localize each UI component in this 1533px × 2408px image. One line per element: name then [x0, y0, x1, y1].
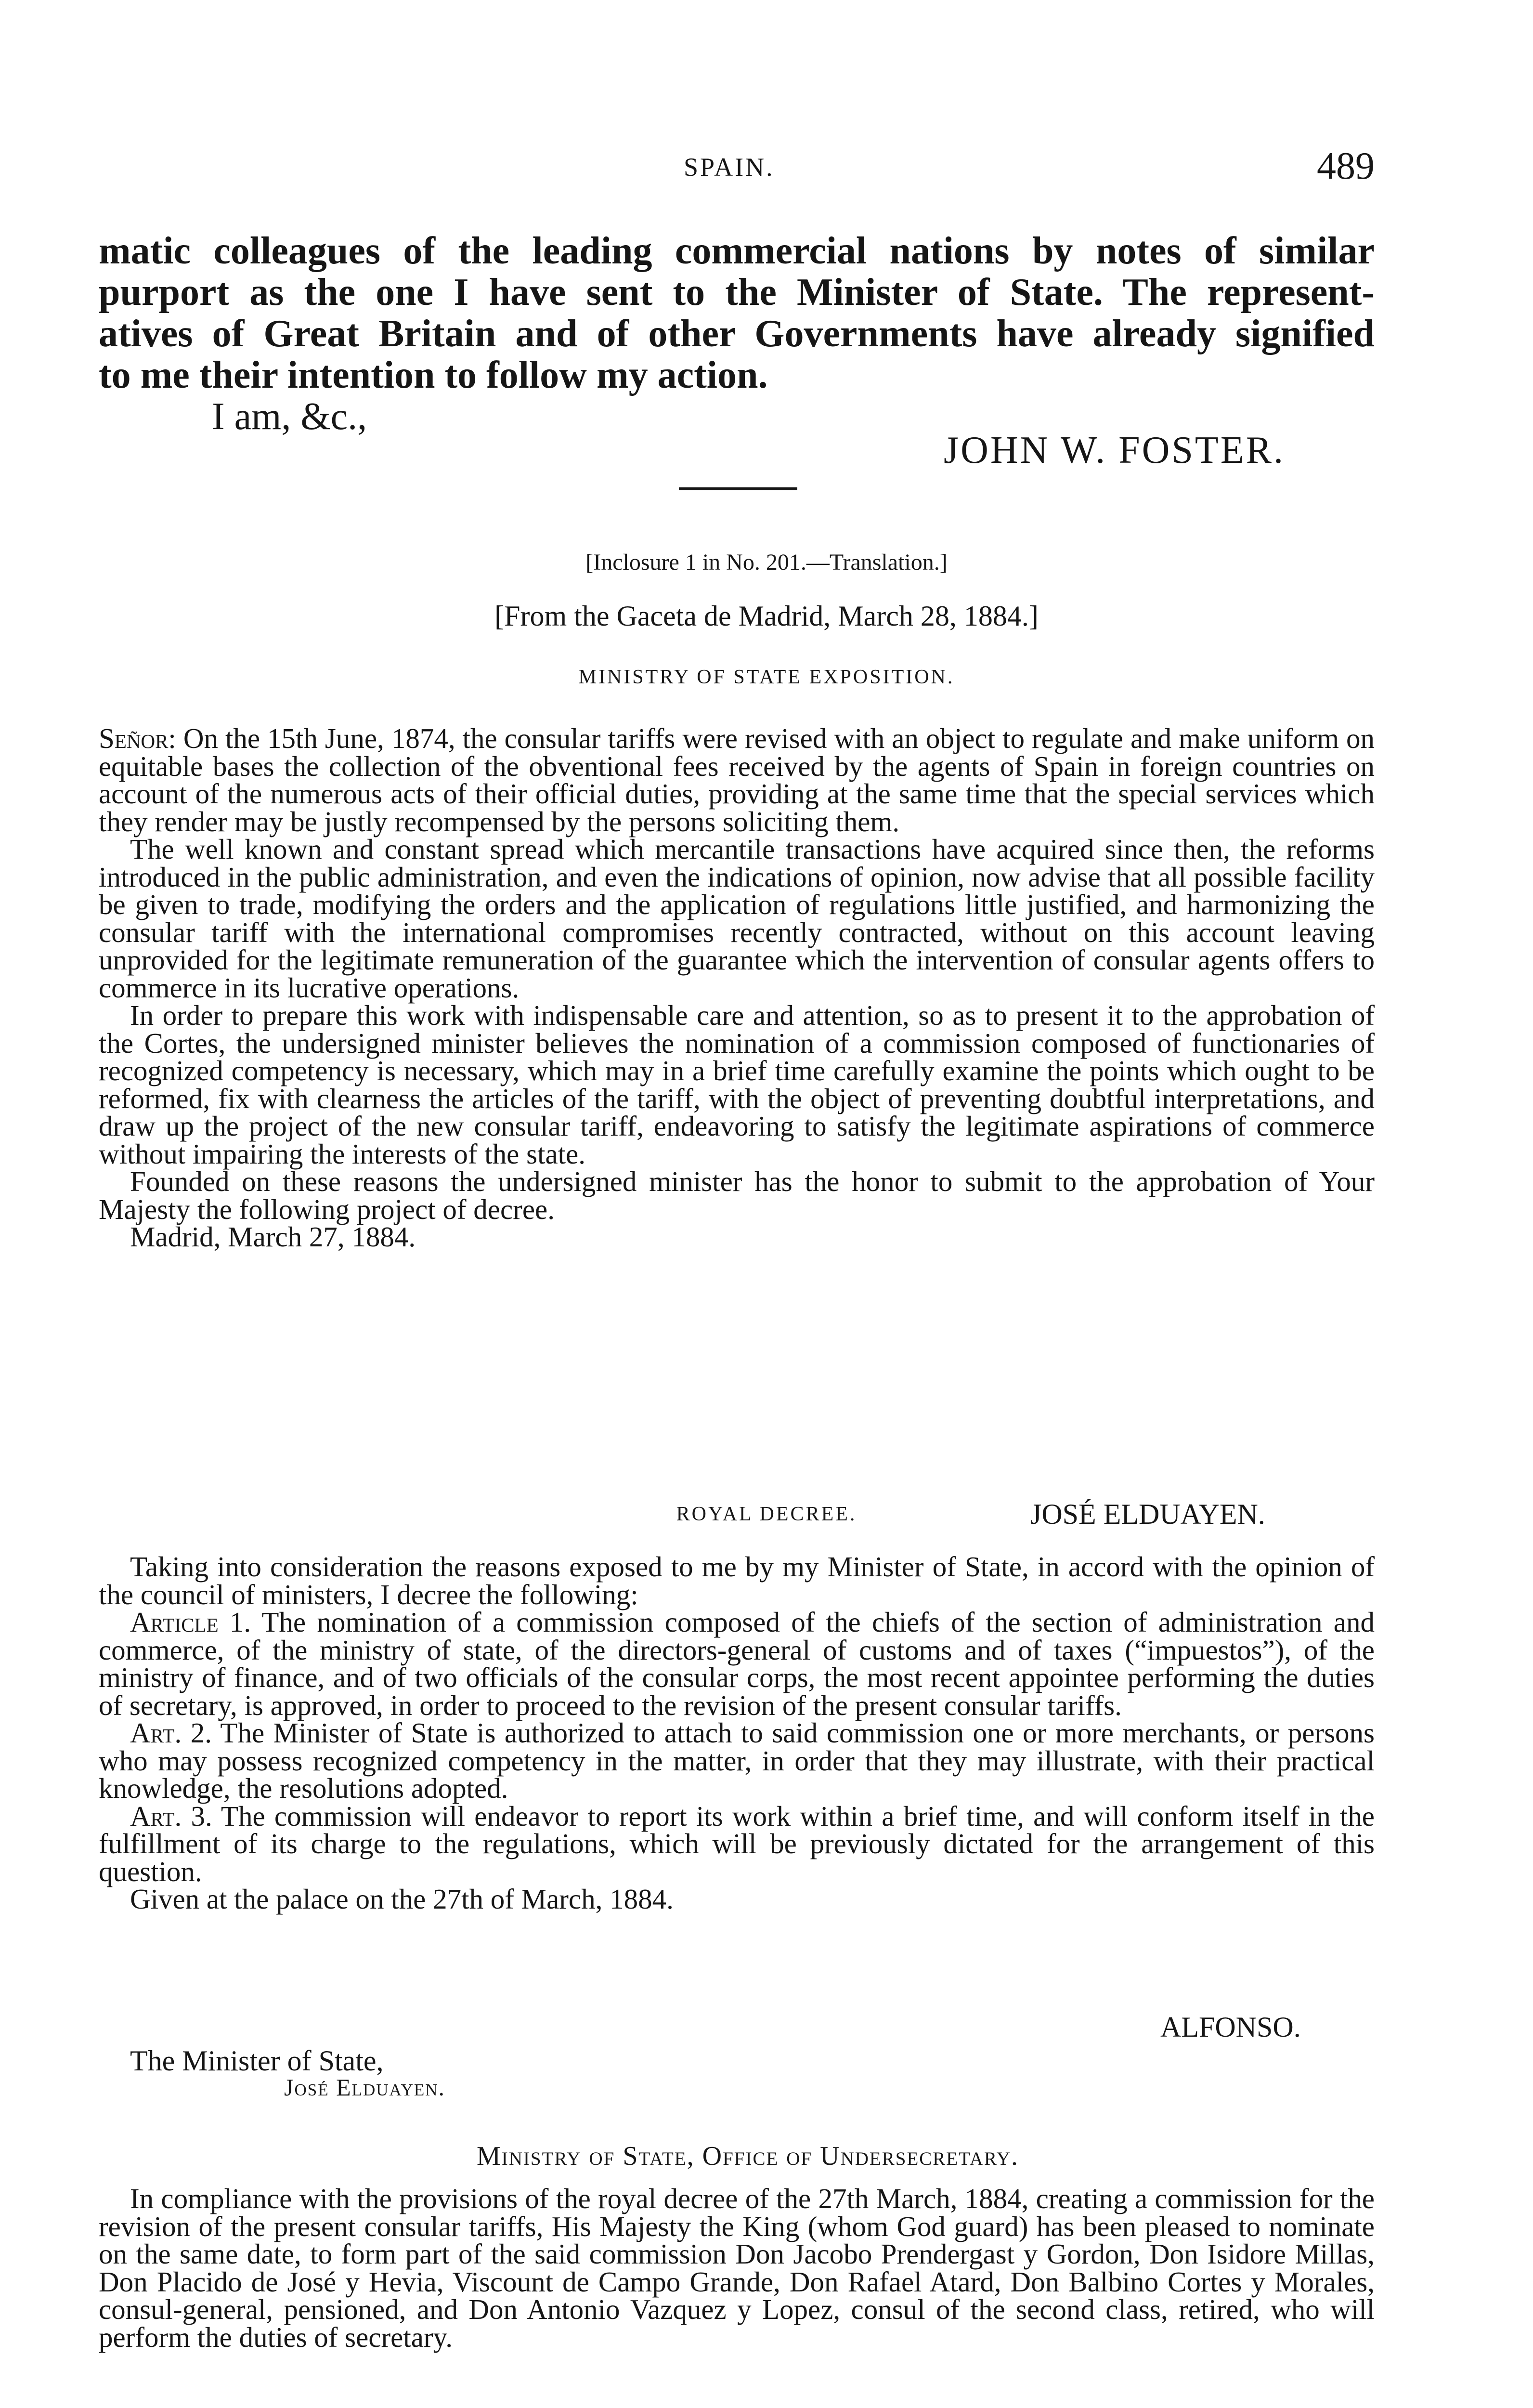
article-label: Article 1.	[130, 1606, 251, 1638]
decree-body	[99, 1553, 1375, 1913]
exposition-paragraph: Founded on these reasons the undersigned minister has the honor to submit to the approbation of Your Majesty the following project of decree.	[99, 1165, 1375, 1225]
article-label: Art. 3.	[130, 1800, 212, 1832]
minister-name: José Elduayen.	[284, 2074, 446, 2101]
article-text: The nomination of a commission composed of the chiefs of the section of administration and commerce, of the ministry of state, of the directors-general of customs and of taxes (“impuestos”), of the ministry of finance, and of two officials of the consular corps, the most recent appointee performing the duties of secretary, is approved, in order to proceed to the revision of the present consular tariffs.	[99, 1606, 1375, 1721]
letter-line: purport as the one I have sent to the Minister of State. The represent-	[99, 271, 1375, 314]
decree-article-2	[99, 1719, 1375, 1803]
letter-line: atives of Great Britain and of other Governments have already signified	[99, 313, 1375, 355]
article-label: Art. 2.	[130, 1717, 212, 1749]
letter-line: to me their intention to follow my action.	[99, 354, 768, 396]
exposition-paragraph	[99, 722, 1375, 838]
minister-label: The Minister of State,	[130, 2045, 384, 2077]
decree-article-1	[99, 1606, 1375, 1721]
letter-closing: I am, &c.,	[212, 395, 367, 438]
decree-signature: ALFONSO.	[1160, 2011, 1301, 2043]
section-divider	[679, 487, 797, 490]
letter-signature: JOHN W. FOSTER.	[944, 429, 1286, 471]
exposition-date: Madrid, March 27, 1884.	[130, 1221, 416, 1253]
undersecretary-body	[99, 2185, 1375, 2351]
decree-title: ROYAL DECREE.	[676, 1503, 857, 1525]
decree-article-3	[99, 1800, 1375, 1887]
exposition-title: MINISTRY OF STATE EXPOSITION.	[578, 666, 955, 688]
inclosure-label: [Inclosure 1 in No. 201.—Translation.]	[585, 550, 948, 575]
paragraph-text: On the 15th June, 1874, the consular tariffs were revised with an object to regulate and make uniform on equitable bases the collection of the obventional fees received by the agents of Spain in foreign countries on account of the numerous acts of their official duties, providing at the same time that the special services which they render may be justly recompensed by the persons soliciting them.	[99, 722, 1375, 838]
exposition-signature: JOSÉ ELDUAYEN.	[1030, 1498, 1265, 1530]
decree-given: Given at the palace on the 27th of March, 1884.	[130, 1883, 674, 1915]
letter-line: matic colleagues of the leading commercial nations by notes of similar	[99, 230, 1375, 272]
page-number: 489	[1317, 145, 1375, 187]
source-note: [From the Gaceta de Madrid, March 28, 1884.]	[494, 600, 1039, 632]
article-text: The commission will endeavor to report its work within a brief time, and will conform itself in the fulfillment of its charge to the regulations, which will be previously dictated for the arrangement of this question.	[99, 1800, 1375, 1887]
undersecretary-paragraph: In compliance with the provisions of the royal decree of the 27th March, 1884, creating a commission for the revision of the present consular tariffs, His Majesty the King (whom God guard) has been pleased to nominate on the same date, to form part of the said commission Don Jacobo Prendergast y Gordon, Don Isidore Millas, Don Placido de José y Hevia, Viscount de Campo Grande, Don Rafael Atard, Don Balbino Cortes y Morales, consul-general, pensioned, and Don Antonio Vazquez y Lopez, consul of the second class, retired, who will perform the duties of secretary.	[99, 2183, 1375, 2353]
running-head: SPAIN.	[684, 153, 775, 182]
undersecretary-title: Ministry of State, Office of Undersecretary.	[477, 2141, 1019, 2171]
letter-continuation	[99, 230, 1375, 396]
page-header	[0, 144, 1533, 193]
decree-intro: Taking into consideration the reasons exposed to me by my Minister of State, in accord with the opinion of the council of ministers, I decree the following:	[99, 1551, 1375, 1610]
article-text: The Minister of State is authorized to attach to said commission one or more merchants, or persons who may possess recognized competency in the matter, in order that they may illustrate, with their practical knowledge, the resolutions adopted.	[99, 1717, 1375, 1804]
exposition-body	[99, 722, 1375, 1253]
exposition-paragraph: In order to prepare this work with indispensable care and attention, so as to present it to the approbation of the Cortes, the undersigned minister believes the nomination of a commission composed of functionaries of recognized competency is necessary, which may in a brief time carefully examine the points which ought to be reformed, fix with clearness the articles of the tariff, with the object of preventing doubtful interpretations, and draw up the project of the new consular tariff, endeavoring to satisfy the legitimate aspirations of commerce without impairing the interests of the state.	[99, 999, 1375, 1170]
salutation: Señor:	[99, 722, 176, 754]
exposition-paragraph: The well known and constant spread which mercantile transactions have acquired since then, the reforms introduced in the public administration, and even the indications of opinion, now advise that all possible facility be given to trade, modifying the orders and the application of regulations little justified, and harmonizing the consular tariff with the international compromises recently contracted, without on this account leaving unprovided for the legitimate remuneration of the guarantee which the intervention of consular agents offers to commerce in its lucrative operations.	[99, 833, 1375, 1004]
